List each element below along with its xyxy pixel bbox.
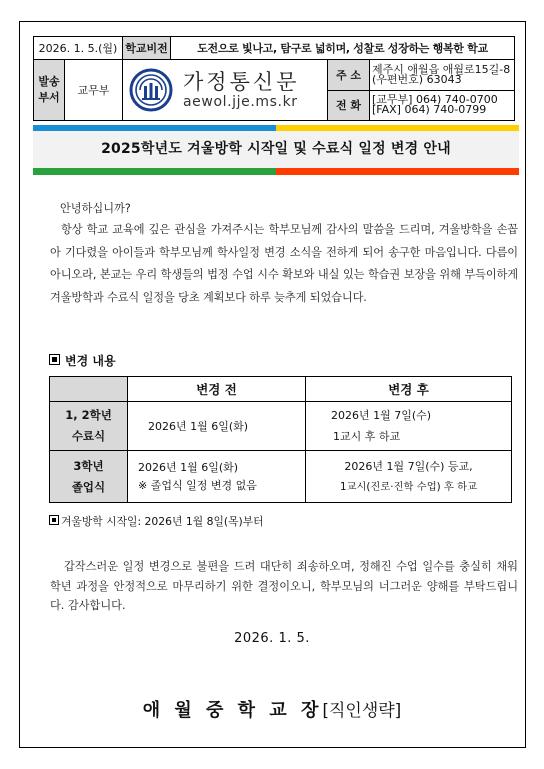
before-cell: [128, 451, 306, 503]
row-label-line2: 졸업식: [71, 479, 106, 494]
color-bar-bottom: [33, 168, 519, 175]
before-line1: 2026년 1월 6일(화): [148, 420, 249, 433]
row-label: [50, 402, 128, 451]
tel-cell: [370, 90, 515, 121]
after-line1: 2026년 1월 7일(수): [331, 409, 432, 422]
closing-date: 2026. 1. 5.: [234, 631, 310, 646]
row-label: [50, 451, 128, 503]
address-line2: (우편번호) 63043: [372, 72, 462, 86]
tel-label: 전 화: [328, 90, 370, 121]
table-row: [50, 451, 512, 503]
title-cell: [123, 60, 328, 121]
address-label: 주 소: [328, 60, 370, 91]
doc-title: 가정통신문: [183, 70, 300, 94]
schedule-change-table: [49, 376, 512, 503]
header-empty-cell: [50, 377, 128, 402]
square-bullet-icon: [49, 354, 60, 365]
table-row: [50, 402, 512, 451]
header-before: 변경 전: [128, 377, 306, 402]
school-logo-icon: [129, 68, 173, 112]
letter-header: [33, 36, 515, 121]
tel-line1: [교무부] 064) 740-0700: [372, 93, 498, 107]
header-after: 변경 후: [306, 377, 512, 402]
apology-paragraph: 갑작스러운 일정 변경으로 불편을 드려 대단히 죄송하오며, 정해진 수업 일수를 충실히 채워 학년 과정을 안정적으로 마무리하기 위한 결정이오니, 학부모님의 너그러운 양해를 부탁드립니다. 감사합니다.: [50, 560, 518, 612]
vacation-start-text: 겨울방학 시작일: 2026년 1월 8일(목)부터: [61, 515, 264, 528]
row-label-line1: 1, 2학년: [65, 408, 112, 422]
address-cell: [370, 60, 515, 91]
school-vision: 도전으로 빛나고, 탐구로 넓히며, 성찰로 성장하는 행복한 학교: [171, 37, 515, 60]
greeting: 안녕하십니까?: [60, 202, 131, 215]
seal-omitted: [직인생략]: [322, 701, 402, 721]
after-line1: 2026년 1월 7일(수) 등교,: [344, 459, 473, 473]
school-url: aewol.jje.ms.kr: [183, 94, 298, 110]
after-cell: [306, 402, 512, 451]
after-line2: 1교시 후 하교: [333, 430, 401, 443]
before-cell: [128, 402, 306, 451]
issue-date: 2026. 1. 5.(월): [34, 37, 123, 60]
before-line1: 2026년 1월 6일(화): [138, 460, 239, 474]
principal-title: 애 월 중 학 교 장: [142, 700, 323, 721]
address-line1: 제주시 애월읍 애월로15길-8: [372, 62, 511, 76]
after-cell: [306, 451, 512, 503]
vacation-start-note: [49, 514, 264, 529]
dept-name: 교무부: [65, 60, 123, 121]
intro-paragraph: 항상 학교 교육에 깊은 관심을 가져주시는 학부모님께 감사의 말씀을 드리며, 겨울방학을 손꼽아 기다렸을 아이들과 학부모님께 학사일정 변경 소식을 전하게 되어 송구한 마음입니다. 다름이 아니오라, 본교는 우리 학생들의 법정 수업 시수 확보와 내실 있는 학습권 보장을 위해 부득이하게 겨울방학과 수료식 일정을 당초 계획보다 하루 늦추게 되었습니다.: [50, 223, 518, 304]
square-bullet-icon: [49, 515, 59, 525]
table-header-row: [50, 377, 512, 402]
tel-line2: [FAX] 064) 740-0799: [372, 103, 487, 117]
dept-label: 발송 부서: [34, 60, 65, 121]
after-line2: 1교시(진로·진학 수업) 후 하교: [339, 480, 478, 493]
principal-signature: [0, 696, 544, 722]
section-title: 변경 내용: [65, 354, 116, 368]
row-label-line2: 수료식: [71, 429, 106, 443]
vision-label: 학교비전: [123, 37, 171, 60]
before-note: ※ 졸업식 일정 변경 없음: [138, 478, 257, 492]
notice-banner: 2025학년도 겨울방학 시작일 및 수료식 일정 변경 안내: [33, 131, 519, 168]
section-heading: [49, 352, 116, 369]
row-label-line1: 3학년: [73, 458, 104, 473]
